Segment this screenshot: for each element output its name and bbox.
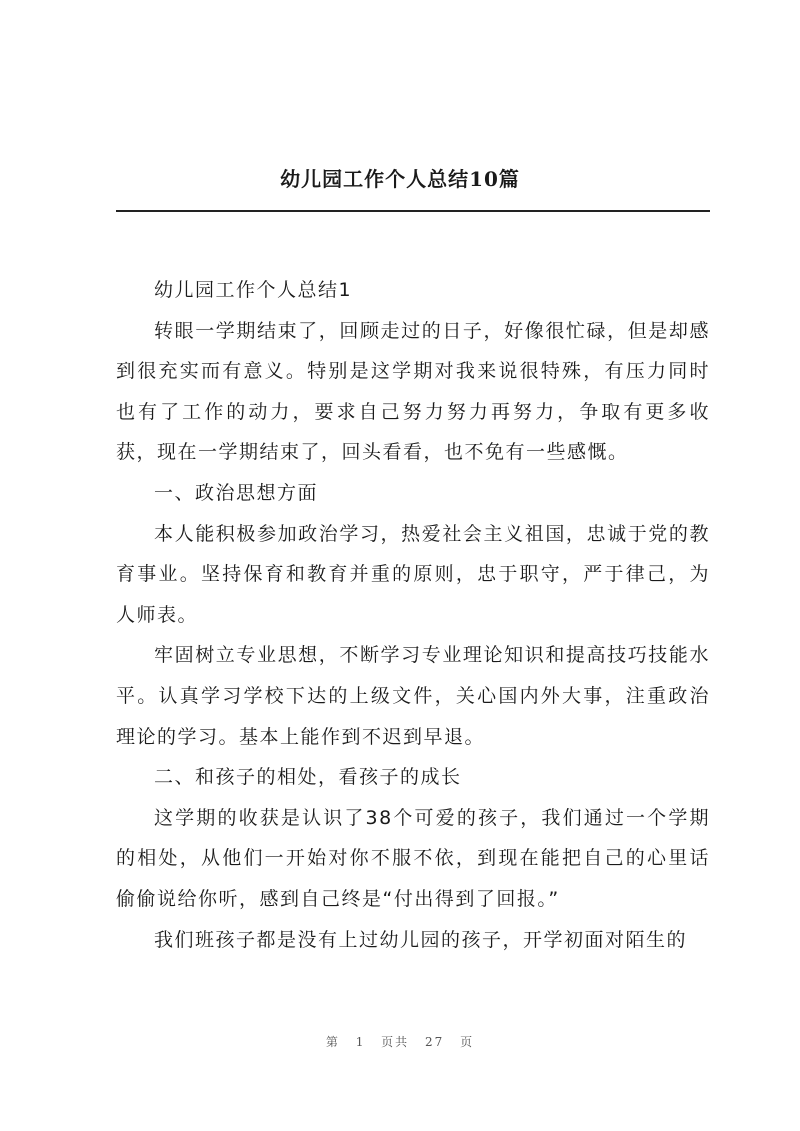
footer-middle: 页共 [381, 1035, 410, 1049]
paragraph: 转眼一学期结束了，回顾走过的日子，好像很忙碌，但是却感到很充实而有意义。特别是这学期对我来说很特殊，有压力同时也有了工作的动力，要求自己努力努力再努力，争取有更多收获，现在一学期结束了，回头看看，也不免有一些感慨。 [116, 319, 710, 464]
paragraph: 我们班孩子都是没有上过幼儿园的孩子，开学初面对陌生的 [154, 928, 688, 951]
page-footer [0, 1033, 800, 1050]
footer-prefix: 第 [325, 1035, 340, 1049]
section-heading: 幼儿园工作个人总结1 [154, 279, 353, 301]
paragraph: 牢固树立专业思想，不断学习专业理论知识和提高技巧技能水平。认真学习学校下达的上级文件，关心国内外大事，注重政治理论的学习。基本上能作到不迟到早退。 [116, 644, 710, 748]
document-body [116, 270, 710, 960]
section-heading: 一、政治思想方面 [154, 481, 319, 504]
document-title: 幼儿园工作个人总结10篇 [280, 167, 520, 191]
title-underline [116, 210, 710, 212]
section-heading: 二、和孩子的相处，看孩子的成长 [154, 766, 462, 789]
paragraph: 这学期的收获是认识了38个可爱的孩子，我们通过一个学期的相处，从他们一开始对你不服不依，到现在能把自己的心里话偷偷说给你听，感到自己终是“付出得到了回报。” [116, 806, 710, 910]
page-number: 1 [355, 1035, 366, 1049]
total-pages: 27 [425, 1035, 445, 1049]
paragraph: 本人能积极参加政治学习，热爱社会主义祖国，忠诚于党的教育事业。坚持保育和教育并重的原则，忠于职守，严于律己，为人师表。 [116, 522, 710, 626]
footer-suffix: 页 [460, 1035, 475, 1049]
